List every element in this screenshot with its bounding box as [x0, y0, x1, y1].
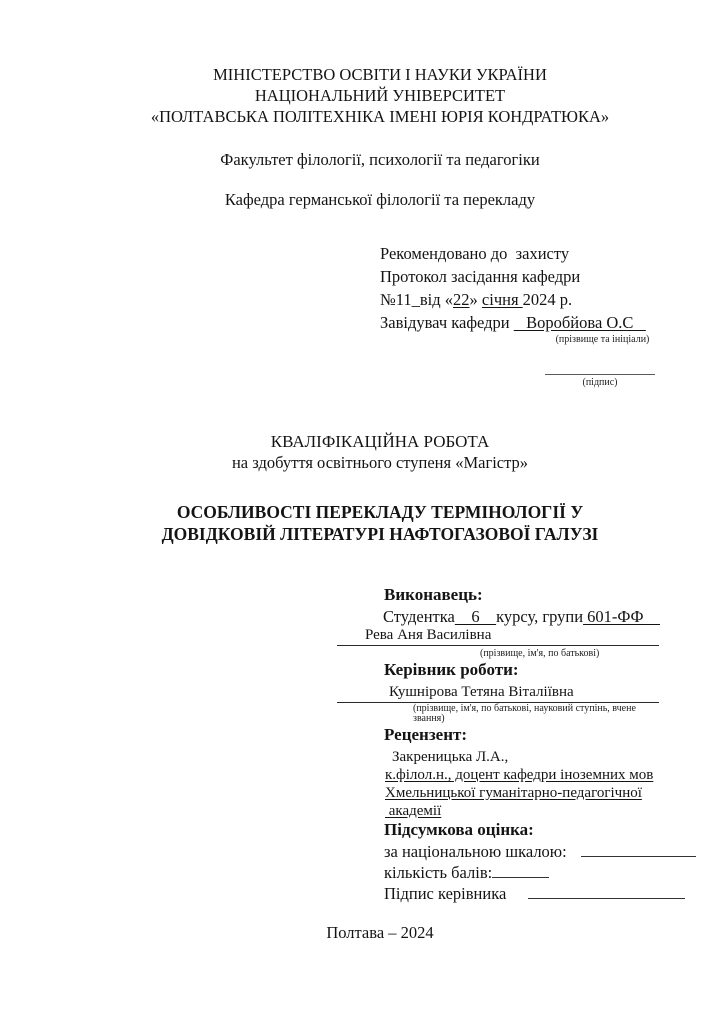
- approval-block: [380, 242, 710, 388]
- student-name-caption: (прізвище, ім'я, по батькові): [480, 648, 600, 659]
- student-line-mid: курсу, групи: [496, 607, 584, 626]
- department-head-label: Завідувач кафедри: [380, 313, 510, 332]
- national-scale-line: [384, 841, 724, 862]
- student-line: [337, 606, 659, 628]
- city-year-line: Полтава – 2024: [326, 923, 434, 942]
- thesis-title-line-1: ОСОБЛИВОСТІ ПЕРЕКЛАДУ ТЕРМІНОЛОГІЇ У: [176, 502, 584, 522]
- people-block: [337, 584, 659, 820]
- reviewer-affiliation-line-2: Хмельницької гуманітарно-педагогічної: [385, 785, 642, 801]
- executor-label: Виконавець:: [384, 585, 483, 604]
- footer-block: [60, 922, 700, 943]
- signature-block: [380, 372, 710, 388]
- header-block: [60, 64, 700, 210]
- protocol-number-prefix: №11_від «: [380, 290, 454, 309]
- student-line-prefix: Студентка: [383, 607, 455, 626]
- points-label: кількість балів:: [384, 863, 493, 882]
- department-line: Кафедра германської філології та перекладу: [224, 190, 536, 209]
- protocol-number-line: [380, 288, 710, 311]
- group-number-value: 601-ФФ: [583, 607, 660, 626]
- university-line-1: НАЦІОНАЛЬНИЙ УНІВЕРСИТЕТ: [254, 86, 506, 105]
- protocol-number-mid: »: [469, 290, 482, 309]
- student-name: Рева Аня Василівна: [337, 628, 659, 646]
- supervisor-caption-line-1: (прізвище, ім'я, по батькові, науковий ступінь, вчене: [413, 703, 636, 714]
- department-head-name: Воробйова О.С: [513, 313, 646, 332]
- supervisor-caption-line-2: звання): [413, 713, 445, 724]
- supervisor-signature-label: Підпис керівника: [384, 884, 507, 903]
- head-name-caption: (прізвище та ініціали): [555, 334, 650, 345]
- university-line-2: «ПОЛТАВСЬКА ПОЛІТЕХНІКА ІМЕНІ ЮРІЯ КОНДРАТЮКА»: [150, 107, 610, 126]
- reviewer-affiliation-line-3: академії: [385, 803, 442, 819]
- work-type-line: КВАЛІФІКАЦІЙНА РОБОТА: [270, 432, 490, 451]
- signature-blank-line: [545, 372, 655, 375]
- supervisor-name-caption: [337, 704, 659, 724]
- protocol-day-value: 22: [453, 290, 470, 309]
- supervisor-signature-blank: [528, 885, 685, 899]
- recommended-line: Рекомендовано до захисту: [380, 244, 570, 263]
- points-line: [384, 862, 724, 883]
- supervisor-label: Керівник роботи:: [384, 660, 519, 679]
- degree-line: на здобуття освітнього ступеня «Магістр»: [231, 453, 529, 472]
- thesis-title: [60, 501, 700, 545]
- grade-label: Підсумкова оцінка:: [384, 820, 534, 839]
- reviewer-affiliation-line-1: к.філол.н., доцент кафедри іноземних мов: [385, 767, 654, 783]
- reviewer-name: Закреницька Л.А.,: [392, 749, 509, 765]
- department-head-line: [380, 311, 710, 334]
- thesis-title-line-2: ДОВІДКОВІЙ ЛІТЕРАТУРІ НАФТОГАЗОВОЇ ГАЛУЗІ: [161, 524, 599, 544]
- supervisor-signature-line: [384, 883, 724, 904]
- national-scale-blank: [581, 843, 696, 857]
- supervisor-name: Кушнірова Тетяна Віталіївна: [337, 686, 659, 703]
- grade-block: [384, 819, 724, 904]
- course-number-value: 6: [454, 607, 497, 626]
- reviewer-label: Рецензент:: [384, 725, 468, 744]
- points-blank: [492, 864, 549, 878]
- protocol-year: 2024 р.: [522, 290, 573, 309]
- signature-caption: (підпис): [582, 377, 618, 388]
- protocol-month-value: січня: [481, 290, 523, 309]
- faculty-line: Факультет філології, психології та педагогіки: [220, 150, 540, 169]
- national-scale-label: за національною шкалою:: [384, 842, 567, 861]
- ministry-line: МІНІСТЕРСТВО ОСВІТИ І НАУКИ УКРАЇНИ: [213, 65, 547, 84]
- protocol-line: Протокол засідання кафедри: [380, 267, 581, 286]
- title-block: [60, 431, 700, 545]
